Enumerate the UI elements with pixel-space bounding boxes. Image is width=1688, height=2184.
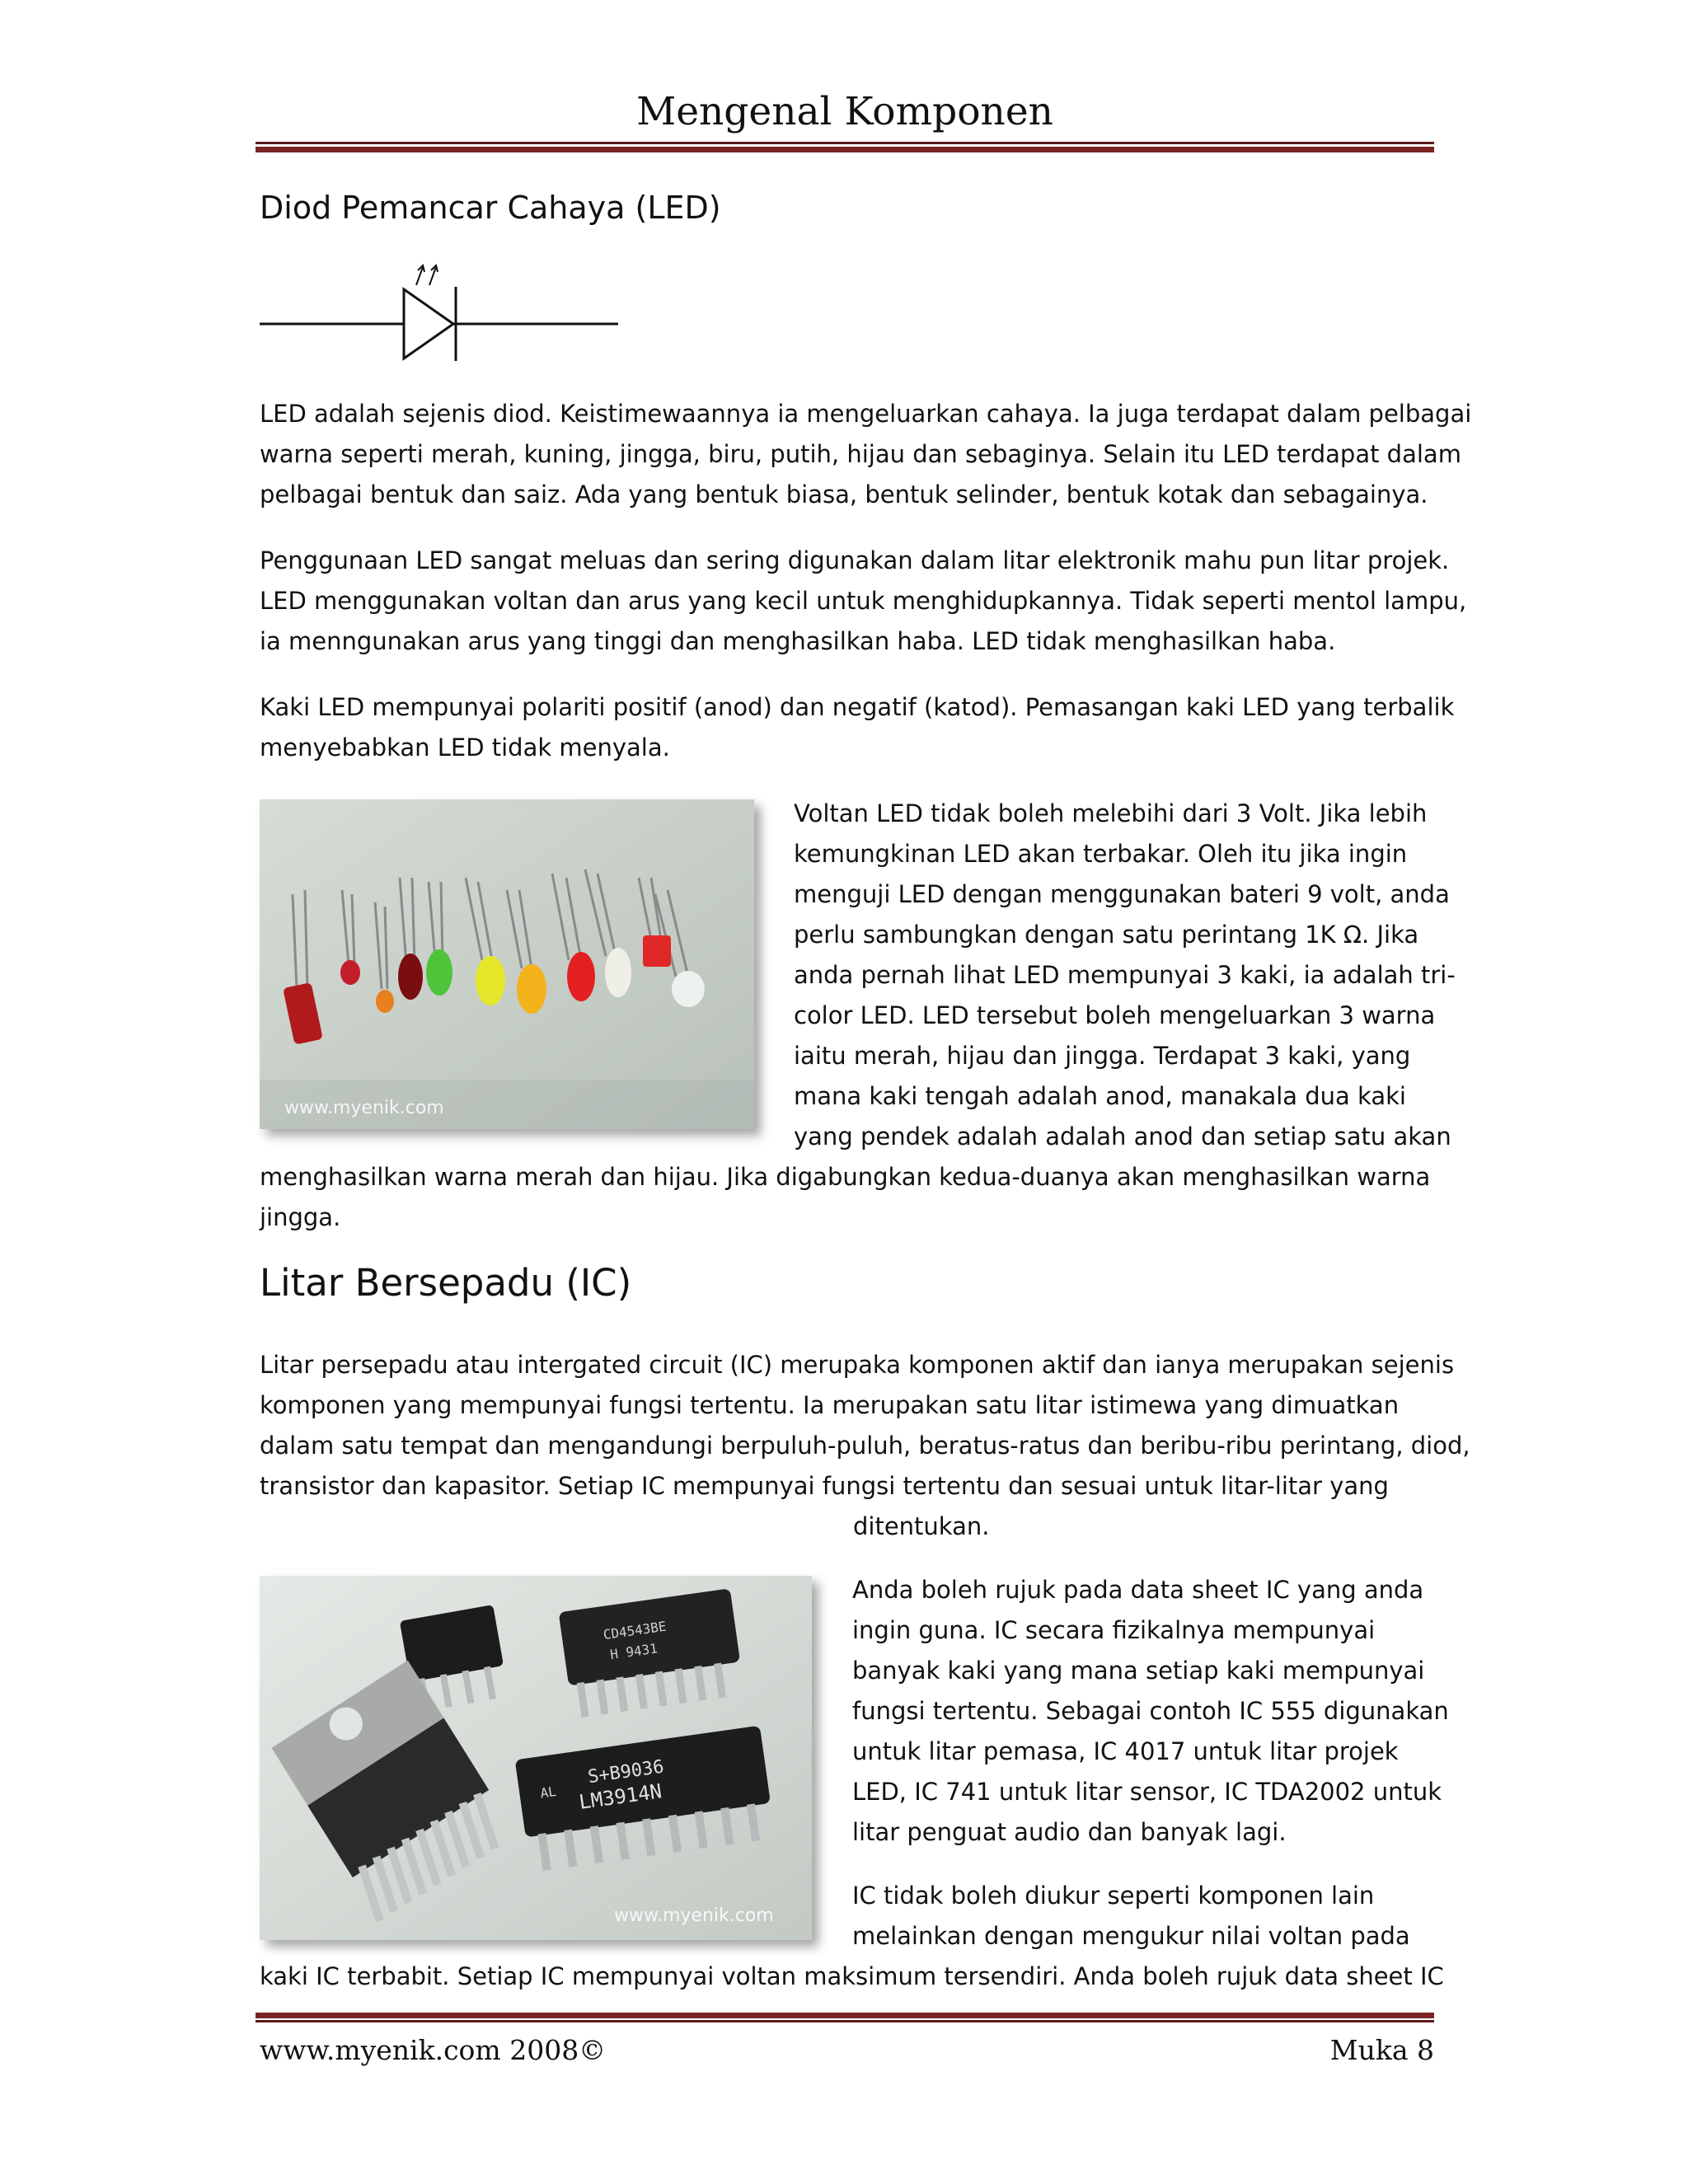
ic-photo-watermark: www.myenik.com [614, 1905, 774, 1926]
chip-label-lm3914n: LM3914N [577, 1779, 663, 1814]
footer-rule [256, 2013, 1434, 2026]
footer-page-number: Muka 8 [1329, 2034, 1434, 2066]
led-paragraph-4-continued: menghasilkan warna merah dan hijau. Jika digabungkan kedua-duanya akan menghasilkan warna jingga. [260, 1163, 1431, 1231]
led-paragraph-1: LED adalah sejenis diod. Keistimewaannya ia mengeluarkan cahaya. Ia juga terdapat dalam pelbagai warna seperti merah, kuning, jingga, biru, putih, hijau dan sebaginya. Selain itu LED terdapat dalam pelbagai bentuk dan saiz. Ada yang bentuk biasa, bentuk selinder, bentuk kotak dan sebagainya. [260, 400, 1472, 509]
header-rule [256, 142, 1434, 155]
ic-photo [260, 1576, 812, 1940]
chip-label-al: AL [539, 1783, 557, 1802]
chip-label-cd4543be: CD4543BE [602, 1618, 668, 1643]
ic-paragraph-3-continued: kaki IC terbabit. Setiap IC mempunyai voltan maksimum tersendiri. Anda boleh rujuk data sheet IC [260, 1962, 1444, 1990]
led-heading: Diod Pemancar Cahaya (LED) [260, 190, 721, 226]
led-symbol-diagram [260, 262, 618, 365]
ic-paragraph-3-side: IC tidak boleh diukur seperti komponen lain melainkan dengan mengukur nilai voltan pada [852, 1882, 1410, 1950]
ic-paragraph-2-side: Anda boleh rujuk pada data sheet IC yang anda ingin guna. IC secara fizikalnya mempunyai banyak kaki yang mana setiap kaki mempunyai fungsi tertentu. Sebagai contoh IC 555 digunakan untuk litar pemasa, IC 4017 untuk litar projek LED, IC 741 untuk litar sensor, IC TDA2002 untuk litar penguat audio dan banyak lagi. [852, 1576, 1449, 1846]
led-paragraph-3: Kaki LED mempunyai polariti positif (anod) dan negatif (katod). Pemasangan kaki LED yang terbalik menyebabkan LED tidak menyala. [260, 693, 1455, 762]
ic-paragraph-1: Litar persepadu atau intergated circuit (IC) merupaka komponen aktif dan ianya merupakan sejenis komponen yang mempunyai fungsi tertentu. Ia merupakan satu litar istimewa yang dimuatkan dalam satu tempat dan mengandungi berpuluh-puluh, beratus-ratus dan beribu-ribu perintang, diod, transistor dan kapasitor. Setiap IC mempunyai fungsi tertentu dan sesuai untuk litar-litar yang ditentukan. [260, 1351, 1470, 1540]
led-photo [260, 799, 754, 1129]
footer-website: www.myenik.com 2008© [260, 2034, 607, 2066]
led-paragraph-2: Penggunaan LED sangat meluas dan sering digunakan dalam litar elektronik mahu pun litar projek. LED menggunakan voltan dan arus yang kecil untuk menghidupkannya. Tidak seperti mentol lampu, ia menngunakan arus yang tinggi dan menghasilkan haba. LED tidak menghasilkan haba. [260, 546, 1467, 655]
led-paragraph-4-side: Voltan LED tidak boleh melebihi dari 3 Volt. Jika lebih kemungkinan LED akan terbakar. Oleh itu jika ingin menguji LED dengan menggunakan bateri 9 volt, anda perlu sambungkan dengan satu perintang 1K Ω. Jika anda pernah lihat LED mempunyai 3 kaki, ia adalah tri- color LED. LED tersebut boleh mengeluarkan 3 warna iaitu merah, hijau dan jingga. Terdapat 3 kaki, yang mana kaki tengah adalah anod, manakala dua kaki yang pendek adalah adalah anod dan setiap satu akan [794, 799, 1456, 1151]
led-photo-watermark: www.myenik.com [284, 1098, 444, 1118]
ic-heading: Litar Bersepadu (IC) [260, 1261, 632, 1305]
page-header-title: Mengenal Komponen [636, 89, 1053, 134]
chip-label-h9431: H 9431 [609, 1640, 659, 1663]
chip-label-sb9036: S+B9036 [586, 1756, 666, 1788]
